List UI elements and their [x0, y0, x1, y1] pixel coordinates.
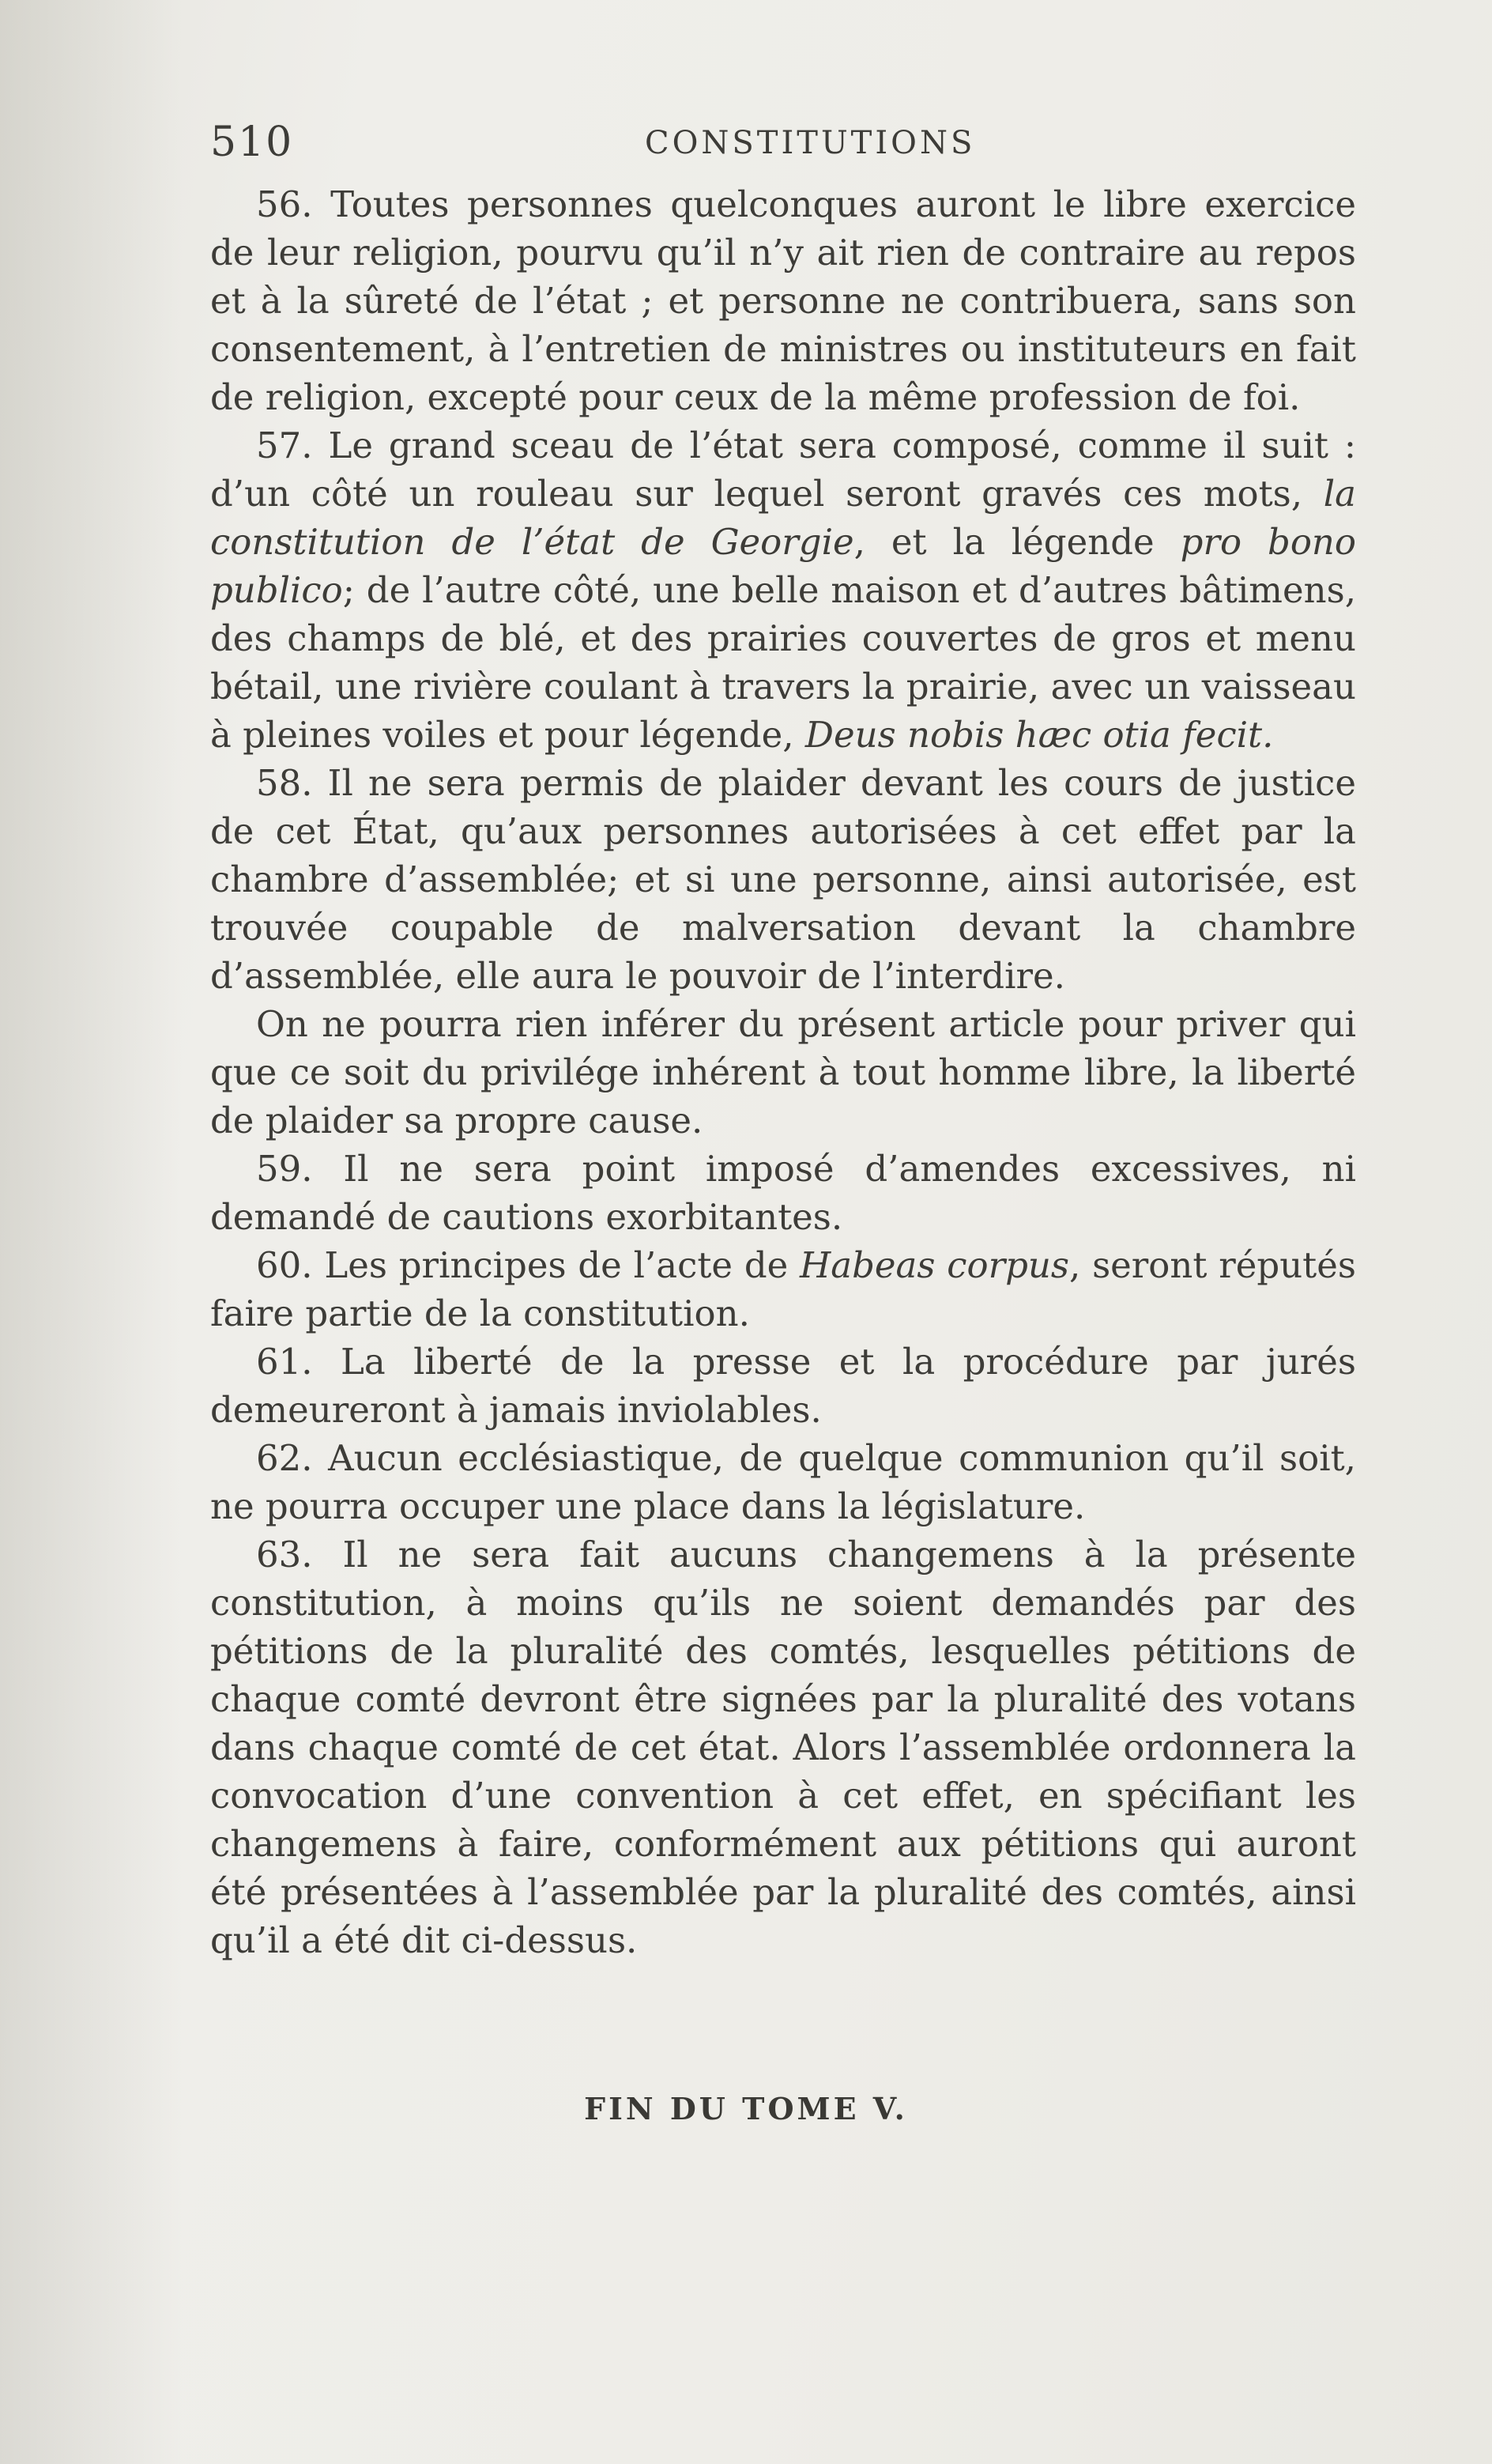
paragraph: [210, 1000, 1356, 1145]
paragraph: [210, 180, 1356, 421]
paragraph: [210, 421, 1356, 759]
text-run: 61. La liberté de la presse et la procédure par jurés demeureront à jamais inviolables.: [210, 1341, 1356, 1431]
text-run: ; de l’autre côté, une belle maison et d’autres bâtimens, des champs de blé, et des prairies couvertes de gros et menu bétail, une rivière coulant à travers la prairie, avec un vaisseau à pleines voiles et pour légende,: [210, 569, 1356, 756]
end-of-volume: FIN DU TOME V.: [584, 2091, 908, 2126]
text-run: 58. Il ne sera permis de plaider devant les cours de justice de cet État, qu’aux personnes autorisées à cet effet par la chambre d’assemblée; et si une personne, ainsi autorisée, est trouvée coupable de malversation devant la chambre d’assemblée, elle aura le pouvoir de l’interdire.: [210, 762, 1356, 997]
text-run: 62. Aucun ecclésiastique, de quelque communion qu’il soit, ne pourra occuper une place dans la législature.: [210, 1437, 1356, 1527]
text-run: 60. Les principes de l’acte de: [256, 1244, 801, 1286]
text-run: On ne pourra rien inférer du présent article pour priver qui que ce soit du privilége inhérent à tout homme libre, la liberté de plaider sa propre cause.: [210, 1003, 1356, 1141]
paragraph: [210, 1434, 1356, 1530]
italic-text: Habeas corpus: [800, 1244, 1069, 1286]
text-run: 56. Toutes personnes quelconques auront le libre exercice de leur religion, pourvu qu’il n’y ait rien de contraire au repos et à la sûreté de l’état ; et personne ne contribuera, sans son consentement, à l’entretien de ministres ou instituteurs en fait de religion, excepté pour ceux de la même profession de foi.: [210, 183, 1356, 418]
body-text: [210, 180, 1356, 1964]
paragraph: [210, 1530, 1356, 1964]
paragraph: [210, 1338, 1356, 1434]
paragraph: [210, 759, 1356, 1000]
page-header: [210, 119, 1356, 174]
paragraph: [210, 1145, 1356, 1241]
italic-text: pro bono publico: [210, 521, 1357, 611]
page-number: 510: [210, 119, 294, 166]
text-run: 59. Il ne sera point imposé d’amendes excessives, ni demandé de cautions exorbitantes.: [210, 1148, 1356, 1238]
italic-text: Deus nobis hæc otia fecit.: [804, 714, 1274, 756]
text-run: , et la légende: [853, 521, 1181, 563]
text-run: 63. Il ne sera fait aucuns changemens à la présente constitution, à moins qu’ils ne soient demandés par des pétitions de la pluralité des comtés, lesquelles pétitions de chaque comté devront être signées par la pluralité des votans dans chaque comté de cet état. Alors l’assemblée ordonnera la convocation d’une convention à cet effet, en spécifiant les changemens à faire, conformément aux pétitions qui auront été présentées à l’assemblée par la pluralité des comtés, ainsi qu’il a été dit ci-dessus.: [210, 1534, 1356, 1961]
paragraph: [210, 1241, 1356, 1338]
text-run: , seront réputés faire partie de la constitution.: [210, 1244, 1356, 1334]
text-run: 57. Le grand sceau de l’état sera composé, comme il suit : d’un côté un rouleau sur lequel seront gravés ces mots,: [210, 425, 1356, 515]
italic-text: la constitution de l’état de Georgie: [210, 473, 1356, 563]
running-title: CONSTITUTIONS: [645, 125, 976, 161]
